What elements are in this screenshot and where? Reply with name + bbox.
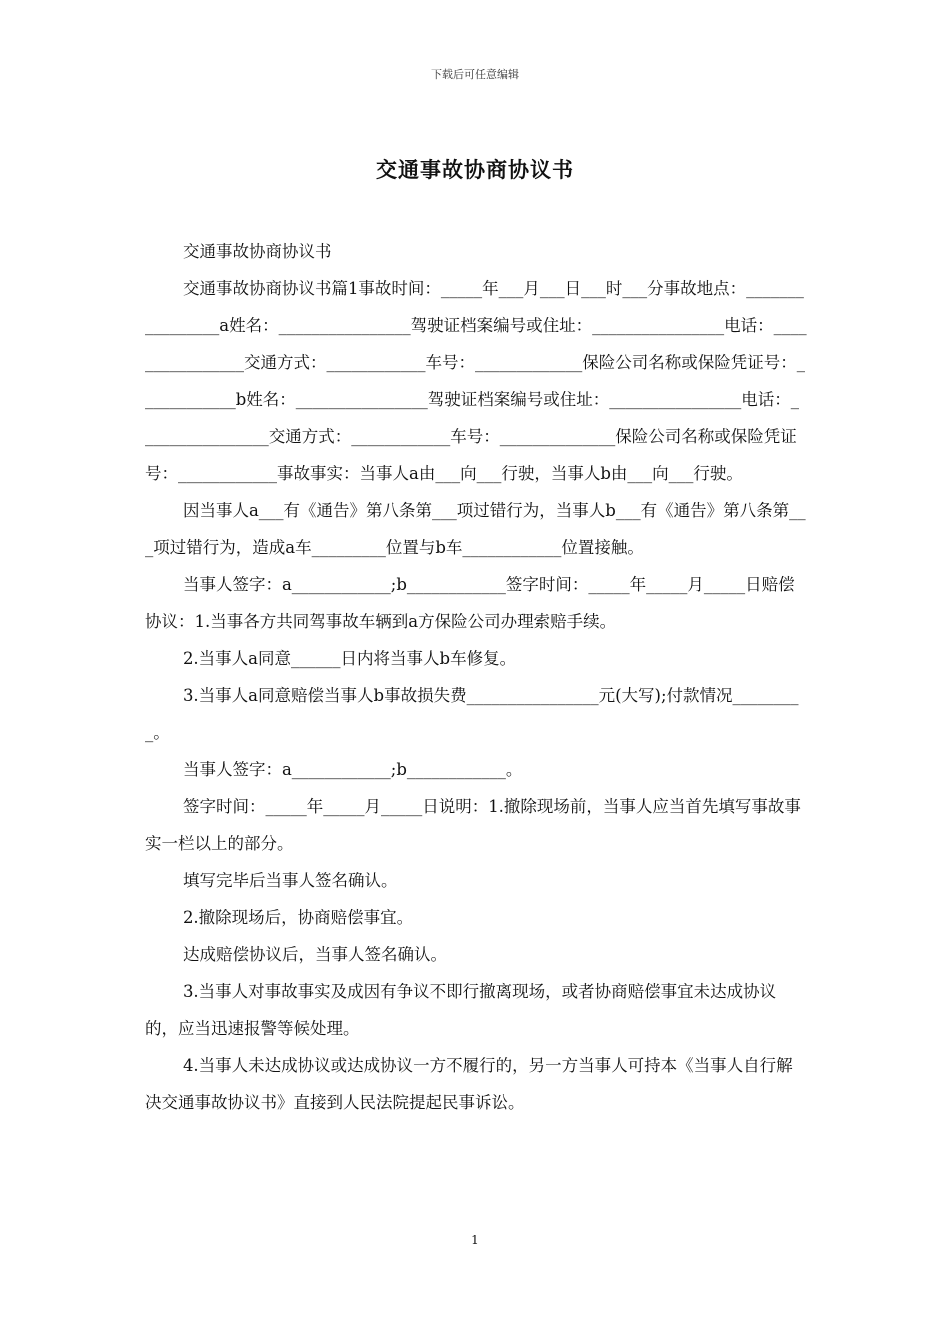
document-body xyxy=(145,233,807,1121)
paragraph: 2.当事人a同意______日内将当事人b车修复。 xyxy=(182,649,517,668)
paragraph: 4.当事人未达成协议或达成协议一方不履行的，另一方当事人可持本《当事人自行解决交通事故协议书》直接到人民法院提起民事诉讼。 xyxy=(145,1056,793,1112)
paragraph: 3.当事人对事故事实及成因有争议不即行撤离现场，或者协商赔偿事宜未达成协议的，应当迅速报警等候处理。 xyxy=(145,982,777,1038)
header-note: 下载后可任意编辑 xyxy=(431,68,519,81)
paragraph: 因当事人a___有《通告》第八条第___项过错行为，当事人b___有《通告》第八条第___项过错行为，造成a车_________位置与b车____________位置接触。 xyxy=(145,501,806,557)
document-title: 交通事故协商协议书 xyxy=(376,157,574,182)
paragraph: 交通事故协商协议书篇1事故时间：_____年___月___日___时___分事故地点：________________a姓名：________________驾驶证档案编号或住址：________________电话：________________交通方式：____________车号：_____________保险公司名称或保险凭证号：____________b姓名：________________驾驶证档案编号或住址：________________电话：________________交通方式：____________车号：______________保险公司名称或保险凭证号：____________事故事实：当事人a由___向___行驶，当事人b由___向___行驶。 xyxy=(145,279,807,483)
paragraph: 填写完毕后当事人签名确认。 xyxy=(182,871,398,890)
paragraph: 当事人签字：a____________;b____________签字时间：_____年_____月_____日赔偿协议：1.当事各方共同驾事故车辆到a方保险公司办理索赔手续。 xyxy=(145,575,795,631)
paragraph: 达成赔偿协议后，当事人签名确认。 xyxy=(182,945,447,964)
paragraph: 签字时间：_____年_____月_____日说明：1.撤除现场前，当事人应当首先填写事故事实一栏以上的部分。 xyxy=(145,797,801,853)
paragraph: 当事人签字：a____________;b____________。 xyxy=(182,760,523,779)
paragraph: 2.撤除现场后，协商赔偿事宜。 xyxy=(182,908,414,927)
paragraph: 3.当事人a同意赔偿当事人b事故损失费________________元(大写);付款情况_________。 xyxy=(145,686,799,742)
paragraph: 交通事故协商协议书 xyxy=(182,242,332,261)
page-number: 1 xyxy=(471,1233,479,1247)
